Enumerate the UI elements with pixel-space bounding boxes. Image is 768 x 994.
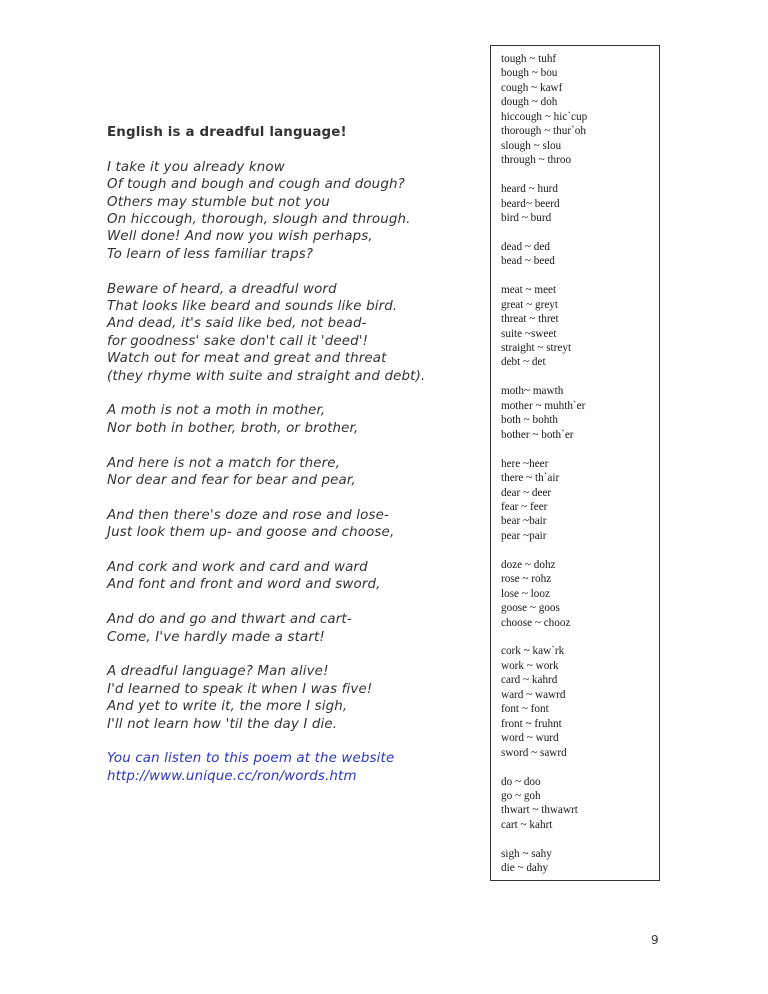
glossary-entry: here ~heer (501, 457, 549, 470)
poem-line: Nor dear and fear for bear and pear, (107, 473, 356, 489)
glossary-group (501, 182, 653, 225)
poem-stanza (107, 159, 467, 263)
poem-stanza (107, 559, 467, 594)
glossary-entry: heard ~ hurd (501, 183, 558, 196)
glossary-entry: through ~ throo (501, 154, 572, 167)
pronunciation-glossary-box (490, 45, 660, 881)
glossary-entry: lose ~ looz (501, 587, 550, 600)
glossary-group (501, 558, 653, 630)
poem (107, 124, 467, 785)
poem-stanza (107, 281, 467, 385)
glossary-entry: bough ~ bou (501, 67, 558, 80)
glossary-entry: front ~ fruhnt (501, 717, 562, 730)
glossary-entry: there ~ th`air (501, 472, 560, 485)
website-note-text: You can listen to this poem at the website (107, 751, 395, 767)
poem-stanzas (107, 159, 467, 733)
poem-line: And dead, it's said like bed, not bead- (107, 316, 367, 332)
poem-line: Well done! And now you wish perhaps, (107, 229, 373, 245)
glossary-entry: both ~ bohth (501, 414, 559, 427)
glossary-entry: dead ~ ded (501, 240, 550, 253)
poem-line: Beware of heard, a dreadful word (107, 281, 337, 297)
poem-line: Others may stumble but not you (107, 194, 330, 210)
glossary-entry: sword ~ sawrd (501, 746, 567, 759)
glossary-entry: straight ~ streyt (501, 342, 572, 355)
glossary-entry: thorough ~ thur`oh (501, 125, 586, 138)
glossary-entry: cough ~ kawf (501, 81, 563, 94)
glossary-group (501, 240, 653, 269)
glossary-group (501, 384, 653, 442)
glossary-entry: cork ~ kaw`rk (501, 645, 565, 658)
poem-line: And here is not a match for there, (107, 455, 341, 471)
glossary-entry: slough ~ slou (501, 139, 562, 152)
poem-line: A moth is not a moth in mother, (107, 403, 326, 419)
glossary-entry: word ~ wurd (501, 732, 559, 745)
glossary-entry: bother ~ both`er (501, 428, 574, 441)
poem-line: And yet to write it, the more I sigh, (107, 699, 348, 715)
poem-line: And cork and work and card and ward (107, 560, 368, 576)
poem-line: I'll not learn how 'til the day I die. (107, 716, 338, 732)
glossary-group (501, 283, 653, 370)
glossary-entry: dear ~ deer (501, 486, 552, 499)
glossary-entry: go ~ goh (501, 789, 541, 802)
glossary-entry: bird ~ burd (501, 211, 552, 224)
poem-line: Just look them up- and goose and choose, (107, 525, 395, 541)
glossary-entry: rose ~ rohz (501, 573, 552, 586)
poem-line: And font and front and word and sword, (107, 577, 381, 593)
poem-line: And do and go and thwart and cart- (107, 612, 352, 628)
glossary-group (501, 52, 653, 168)
poem-line: Watch out for meat and great and threat (107, 351, 387, 367)
glossary-entry: pear ~pair (501, 529, 547, 542)
website-link[interactable]: http://www.unique.cc/ron/words.htm (107, 768, 357, 784)
glossary-entry: die ~ dahy (501, 862, 549, 875)
glossary-entry: ward ~ wawrd (501, 688, 566, 701)
glossary-entry: suite ~sweet (501, 327, 557, 340)
poem-stanza (107, 402, 467, 437)
glossary-entry: great ~ greyt (501, 298, 558, 311)
poem-line: Of tough and bough and cough and dough? (107, 177, 405, 193)
poem-line: Nor both in bother, broth, or brother, (107, 420, 359, 436)
glossary-entry: work ~ work (501, 659, 559, 672)
glossary-entry: thwart ~ thwawrt (501, 804, 578, 817)
page-number: 9 (651, 933, 659, 947)
poem-stanza (107, 663, 467, 733)
poem-stanza (107, 455, 467, 490)
poem-line: A dreadful language? Man alive! (107, 664, 329, 680)
poem-line: Come, I've hardly made a start! (107, 629, 325, 645)
poem-line: That looks like beard and sounds like bird. (107, 299, 398, 315)
glossary-entry: cart ~ kahrt (501, 818, 553, 831)
glossary-entry: do ~ doo (501, 775, 541, 788)
glossary-entry: font ~ font (501, 703, 549, 716)
poem-line: for goodness' sake don't call it 'deed'! (107, 333, 369, 349)
glossary-entry: moth~ mawth (501, 385, 564, 398)
glossary-entry: tough ~ tuhf (501, 53, 557, 65)
glossary-group (501, 457, 653, 544)
poem-line: And then there's doze and rose and lose- (107, 507, 389, 523)
poem-line: (they rhyme with suite and straight and debt). (107, 368, 426, 384)
website-note (107, 750, 467, 785)
glossary-entry: goose ~ goos (501, 602, 560, 615)
glossary-entry: meat ~ meet (501, 284, 557, 297)
glossary-group (501, 847, 653, 876)
glossary-group (501, 775, 653, 833)
glossary-entry: card ~ kahrd (501, 674, 558, 687)
glossary-entry: choose ~ chooz (501, 616, 571, 629)
glossary-group (501, 644, 653, 760)
poem-line: On hiccough, thorough, slough and through. (107, 212, 411, 228)
glossary-entry: dough ~ doh (501, 96, 558, 109)
glossary-entry: debt ~ det (501, 356, 546, 369)
glossary-entry: sigh ~ sahy (501, 847, 552, 860)
poem-stanza (107, 507, 467, 542)
glossary-entry: fear ~ feer (501, 500, 548, 513)
glossary-entry: threat ~ thret (501, 313, 559, 326)
glossary-entry: hiccough ~ hic`cup (501, 110, 588, 123)
glossary-entry: bear ~bair (501, 515, 547, 528)
glossary-entry: beard~ beerd (501, 197, 560, 210)
glossary-entry: doze ~ dohz (501, 558, 556, 571)
poem-title: English is a dreadful language! (107, 125, 347, 140)
poem-line: I take it you already know (107, 159, 285, 175)
poem-stanza (107, 611, 467, 646)
poem-line: To learn of less familiar traps? (107, 246, 314, 262)
glossary-entry: bead ~ beed (501, 255, 555, 268)
poem-line: I'd learned to speak it when I was five! (107, 681, 373, 697)
glossary-entry: mother ~ muhth`er (501, 399, 586, 412)
